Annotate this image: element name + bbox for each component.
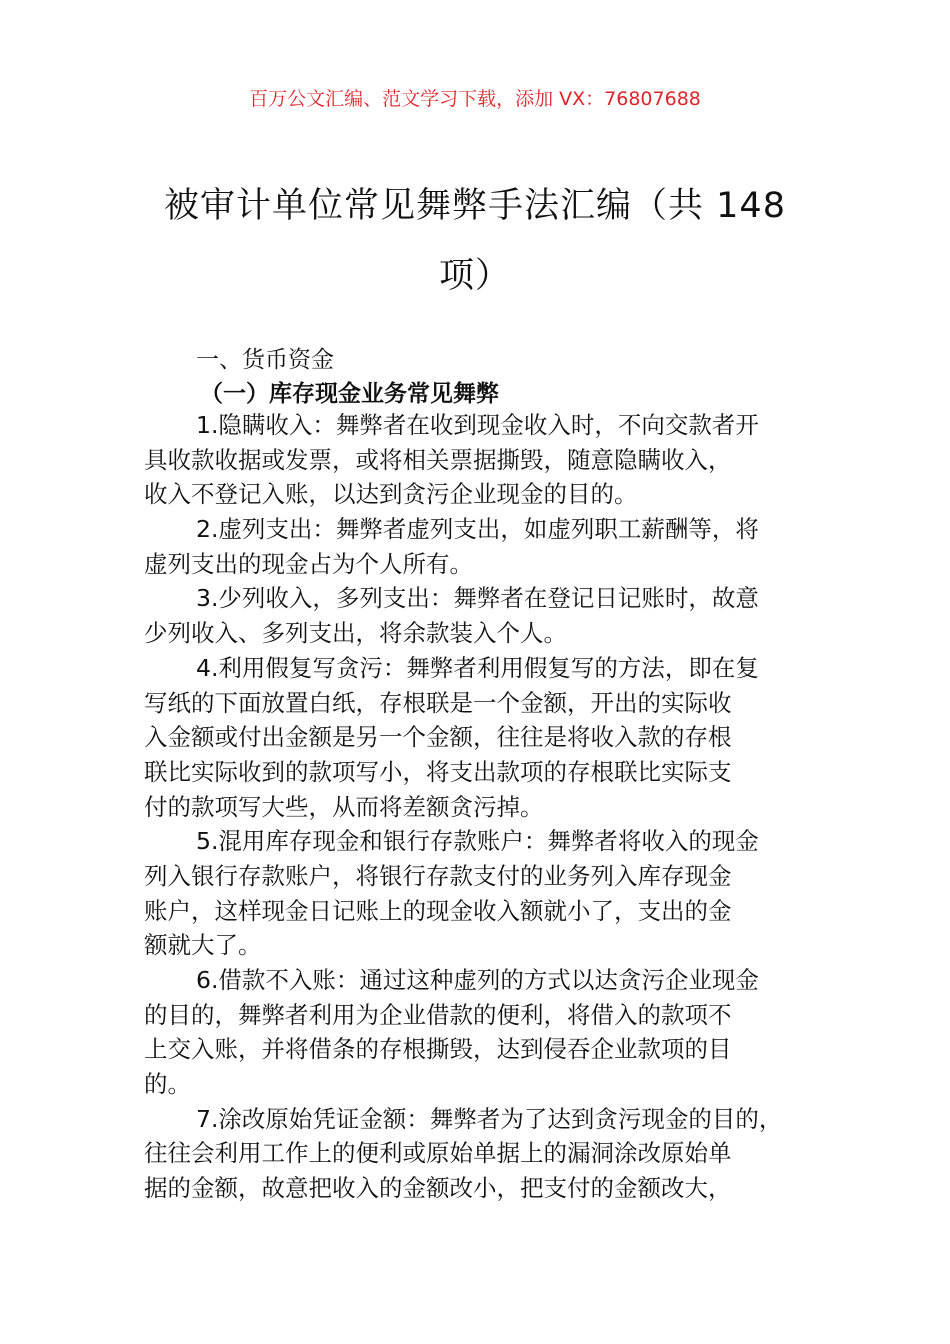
section-heading: 一、货币资金 — [196, 347, 334, 373]
paragraph-line: 4.利用假复写贪污：舞弊者利用假复写的方法，即在复 — [196, 653, 759, 682]
subsection-heading: （一）库存现金业务常见舞弊 — [200, 381, 499, 407]
paragraph-line: 的目的，舞弊者利用为企业借款的便利，将借入的款项不 — [144, 1000, 732, 1029]
paragraph-line: 1.隐瞒收入：舞弊者在收到现金收入时，不向交款者开 — [196, 411, 759, 439]
paragraph-line: 3.少列收入，多列支出：舞弊者在登记日记账时，故意 — [196, 584, 759, 613]
watermark-banner: 百万公文汇编、范文学习下载，添加 VX：76807688 — [249, 88, 701, 110]
paragraph-line: 少列收入、多列支出，将余款装入个人。 — [144, 619, 567, 648]
paragraph-line: 入金额或付出金额是另一个金额，往往是将收入款的存根 — [144, 723, 732, 752]
document-title-continued: 项） — [438, 256, 511, 296]
paragraph-line: 据的金额，故意把收入的金额改小，把支付的金额改大， — [144, 1174, 732, 1203]
paragraph-line: 虚列支出的现金占为个人所有。 — [144, 549, 473, 578]
paragraph-line: 联比实际收到的款项写小，将支出款项的存根联比实际支 — [144, 757, 732, 786]
paragraph-line: 的。 — [144, 1070, 191, 1099]
paragraph-line: 6.借款不入账：通过这种虚列的方式以达贪污企业现金 — [196, 966, 759, 994]
paragraph-line: 付的款项写大些，从而将差额贪污掉。 — [144, 792, 544, 821]
paragraph-line: 列入银行存款账户，将银行存款支付的业务列入库存现金 — [144, 861, 732, 890]
document-title: 被审计单位常见舞弊手法汇编（共 148 — [164, 186, 786, 226]
paragraph-line: 往往会利用工作上的便利或原始单据上的漏洞涂改原始单 — [144, 1139, 732, 1168]
paragraph-line: 2.虚列支出：舞弊者虚列支出，如虚列职工薪酬等，将 — [196, 515, 759, 544]
paragraph-line: 上交入账，并将借条的存根撕毁，达到侵吞企业款项的目 — [144, 1035, 732, 1064]
paragraph-line: 具收款收据或发票，或将相关票据撕毁，随意隐瞒收入， — [144, 445, 732, 474]
paragraph-line: 7.涂改原始凭证金额：舞弊者为了达到贪污现金的目的， — [196, 1104, 783, 1133]
paragraph-line: 账户，这样现金日记账上的现金收入额就小了，支出的金 — [144, 896, 732, 925]
document-body — [144, 408, 834, 1206]
paragraph-line: 额就大了。 — [144, 931, 262, 960]
paragraph-line: 写纸的下面放置白纸，存根联是一个金额，开出的实际收 — [144, 688, 732, 717]
paragraph-line: 5.混用库存现金和银行存款账户：舞弊者将收入的现金 — [196, 827, 759, 856]
paragraph-line: 收入不登记入账，以达到贪污企业现金的目的。 — [144, 480, 638, 509]
